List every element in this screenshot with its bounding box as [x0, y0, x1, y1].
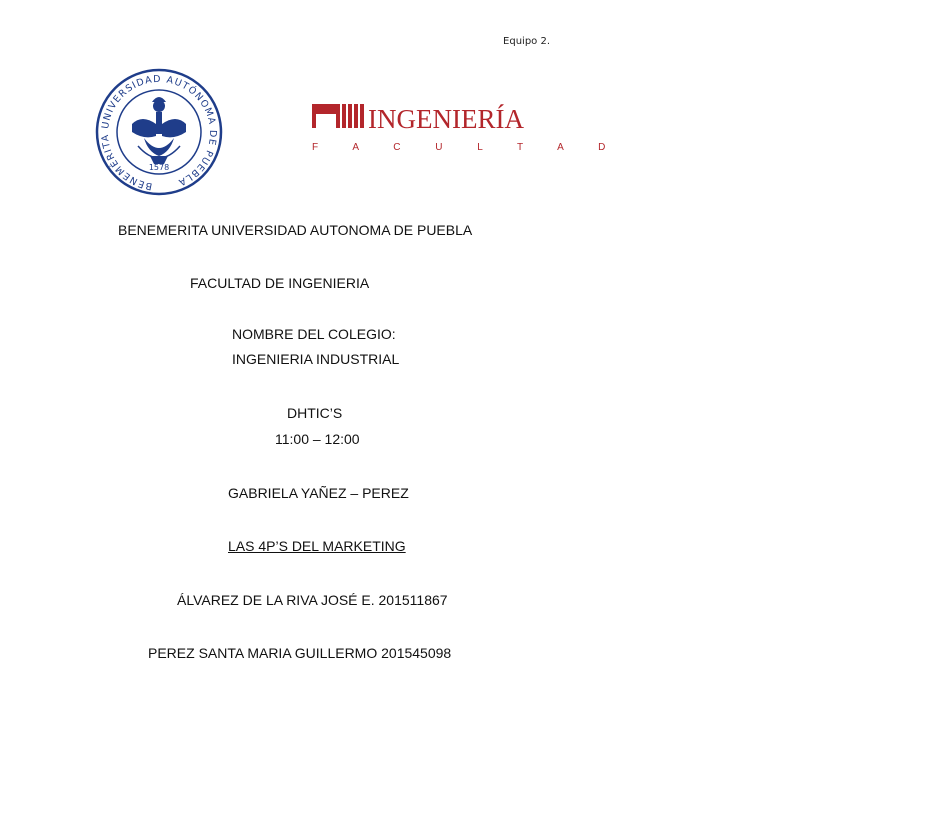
- college-label: NOMBRE DEL COLEGIO:: [232, 326, 396, 342]
- header-team-label: Equipo 2.: [503, 36, 550, 47]
- student-2: PEREZ SANTA MARIA GUILLERMO 201545098: [148, 645, 452, 661]
- class-schedule: 11:00 – 12:00: [275, 431, 360, 447]
- college-name: INGENIERIA INDUSTRIAL: [232, 351, 400, 367]
- faculty-logo-sub: F A C U L T A D: [312, 142, 622, 153]
- seal-ring-text: BENEMÉRITA UNIVERSIDAD AUTÓNOMA DE PUEBLA: [99, 73, 219, 192]
- assignment-topic: LAS 4P’S DEL MARKETING: [228, 538, 406, 554]
- university-name: BENEMERITA UNIVERSIDAD AUTONOMA DE PUEBLA: [118, 222, 473, 238]
- faculty-logo-word: INGENIERÍA: [368, 104, 524, 134]
- university-seal-logo: [92, 66, 226, 196]
- student-1: ÁLVAREZ DE LA RIVA JOSÉ E. 201511867: [177, 592, 448, 608]
- course-name: DHTIC’S: [287, 405, 343, 421]
- seal-year: 1578: [148, 163, 170, 172]
- faculty-logo: [312, 96, 622, 156]
- teacher-name: GABRIELA YAÑEZ – PEREZ: [228, 485, 409, 501]
- faculty-name: FACULTAD DE INGENIERIA: [190, 275, 370, 291]
